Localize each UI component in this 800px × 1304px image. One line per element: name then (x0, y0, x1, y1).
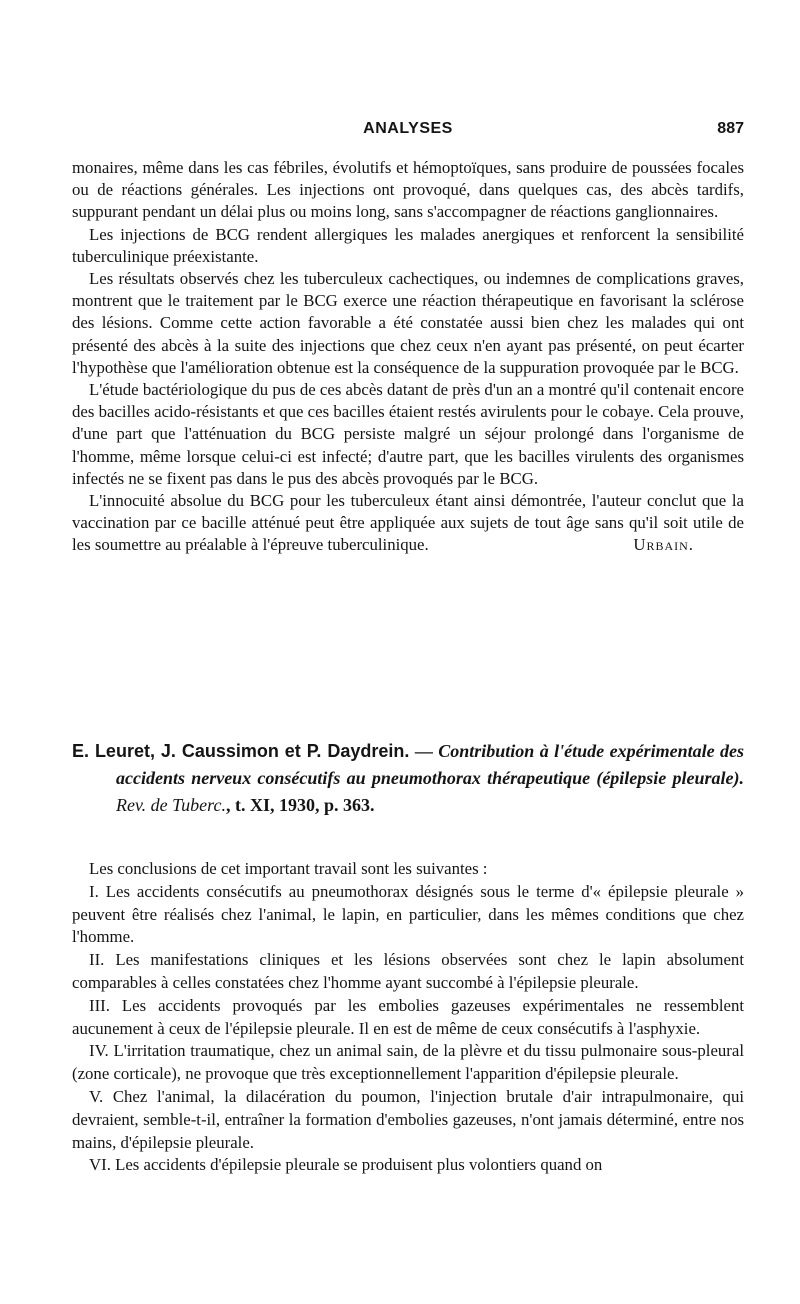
reference-title: Contribution à l'étude expérimentale des accidents nerveux consécutifs au pneumothorax thérapeutique (épilepsie pleurale). (116, 741, 745, 788)
body-paragraph: Les conclusions de cet important travail sont les suivantes : (89, 859, 488, 878)
body-paragraph: L'étude bactériologique du pus de ces abcès datant de près d'un an a montré qu'il contenait encore des bacilles acido-résistants et que ces bacilles étaient restés avirulents pour le cobaye. Cela prouve, d'une part que l'atténuation du BCG persiste malgré un séjour prolongé dans l'organisme de l'homme, même lorsque celui-ci est infecté; d'autre part, que les bacilles virulents des organismes infectés ne se fixent pas dans le pus des abcès provoqués par le BCG. (72, 380, 744, 488)
running-head (72, 120, 744, 144)
paragraph-text: L'innocuité absolue du BCG pour les tuberculeux étant ainsi démontrée, l'auteur conclut que la vaccination par ce bacille atténué peut être appliquée aux sujets de tout âge sans qu'il soit utile de les soumettre au préalable à l'épreuve tuberculinique. (72, 491, 744, 555)
running-head-title: ANALYSES (363, 120, 453, 137)
reference-journal: Rev. de Tuberc. (116, 795, 226, 815)
reviewer-signature: Urbain. (633, 535, 694, 555)
review-urbain-body (72, 157, 744, 557)
reference-dash: — (409, 741, 439, 761)
reference-volume: , t. XI, 1930, p. 363. (225, 795, 375, 815)
conclusion-item: II. Les manifestations cliniques et les lésions observées sont chez le lapin absolument comparables à celles constatées chez l'homme ayant succombé à l'épilepsie pleurale. (72, 950, 744, 992)
body-paragraph: Les résultats observés chez les tuberculeux cachectiques, ou indemnes de complications graves, montrent que le traitement par le BCG exerce une réaction thérapeutique en favorisant la sclérose des lésions. Comme cette action favorable a été constatée aussi bien chez les malades qui ont présenté des abcès à la suite des injections que chez ceux n'en ayant pas présenté, on peut écarter l'hypothèse que l'amélioration obtenue est la conséquence de la suppuration provoquée par le BCG. (72, 269, 744, 377)
body-paragraph (72, 490, 744, 557)
reference-authors: E. Leuret, J. Caussimon et P. Daydrein. (72, 741, 410, 761)
body-paragraph: monaires, même dans les cas fébriles, évolutifs et hémoptoïques, sans produire de poussées focales ou de réactions générales. Les injections ont provoqué, dans quelques cas, des abcès tardifs, suppurant pendant un délai plus ou moins long, sans s'accompagner de réactions ganglionnaires. (72, 158, 744, 222)
body-paragraph: Les injections de BCG rendent allergiques les malades anergiques et renforcent la sensibilité tuberculinique préexistante. (72, 224, 744, 266)
conclusion-item: III. Les accidents provoqués par les embolies gazeuses expérimentales ne ressemblent aucunement à ceux de l'épilepsie pleurale. Il en est de même de ceux consécutifs à l'asphyxie. (72, 995, 744, 1038)
conclusion-item: V. Chez l'animal, la dilacération du poumon, l'injection brutale d'air intrapulmonaire, qui devraient, semble-t-il, entraîner la formation d'embolies gazeuses, n'ont jamais déterminé, entre nos mains, d'épilepsie pleurale. (72, 1086, 744, 1152)
page-number: 887 (717, 120, 744, 137)
conclusion-item: IV. L'irritation traumatique, chez un animal sain, de la plèvre et du tissu pulmonaire sous-pleural (zone corticale), ne provoque que très exceptionnellement l'apparition d'épilepsie pleurale. (72, 1041, 744, 1084)
article-reference (72, 738, 744, 819)
conclusion-item: VI. Les accidents d'épilepsie pleurale se produisent plus volontiers quand on (89, 1155, 603, 1175)
review-leuret-body (72, 858, 744, 1177)
conclusion-item: I. Les accidents consécutifs au pneumothorax désignés sous le terme d'« épilepsie pleurale » peuvent être réalisés chez l'animal, le lapin, en particulier, dans les mêmes conditions que chez l'homme. (72, 881, 744, 947)
